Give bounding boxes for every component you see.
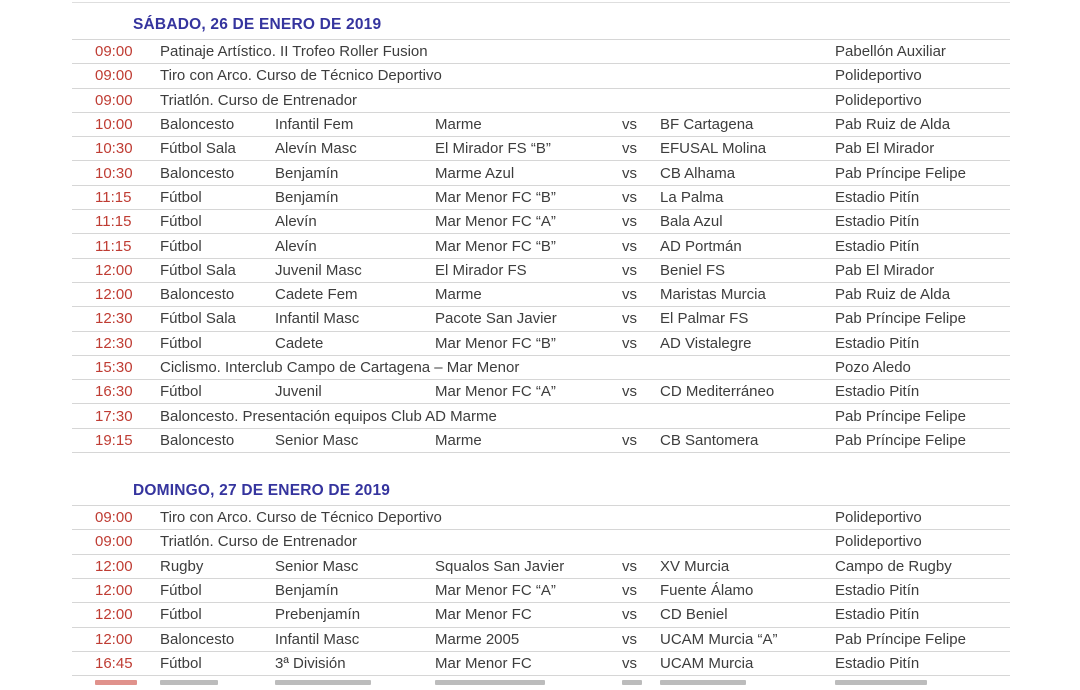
home-team-cell: El Mirador FS xyxy=(435,261,527,279)
time-cell: 12:00 xyxy=(95,286,133,304)
home-team-cell: Mar Menor FC xyxy=(435,654,532,672)
category-cell: Benjamín xyxy=(275,188,339,206)
category-cell: Prebenjamín xyxy=(275,606,361,624)
home-team-cell: Marme xyxy=(435,116,482,134)
time-cell: 17:30 xyxy=(95,407,133,425)
home-team-cell: Mar Menor FC “A” xyxy=(435,582,556,600)
vs-label: vs xyxy=(622,116,637,134)
home-team-cell: Pacote San Javier xyxy=(435,310,557,328)
venue-cell: Pab Ruiz de Alda xyxy=(835,286,951,304)
sport-cell: Fútbol xyxy=(160,582,202,600)
away-team-cell: Maristas Murcia xyxy=(660,286,766,304)
vs-label: vs xyxy=(622,383,637,401)
home-team-cell: Marme 2005 xyxy=(435,630,520,648)
home-team-cell: Marme xyxy=(435,286,482,304)
venue-cell: Polideportivo xyxy=(835,509,922,527)
vs-label: vs xyxy=(622,630,637,648)
event-description: Triatlón. Curso de Entrenador xyxy=(160,533,358,551)
category-cell: Alevín Masc xyxy=(275,140,357,158)
vs-label: vs xyxy=(622,164,637,182)
time-cell: 11:15 xyxy=(95,188,132,206)
time-cell: 10:00 xyxy=(95,116,133,134)
match-row xyxy=(72,161,1010,185)
time-cell: 12:30 xyxy=(95,334,133,352)
event-description: Patinaje Artístico. II Trofeo Roller Fusion xyxy=(160,43,428,61)
sport-cell: Fútbol Sala xyxy=(160,261,236,279)
venue-cell: Pab Príncipe Felipe xyxy=(835,310,966,328)
sport-cell: Fútbol Sala xyxy=(160,140,236,158)
away-team-cell: CB Alhama xyxy=(660,164,736,182)
sport-cell: Rugby xyxy=(160,557,204,575)
sport-cell: Fútbol xyxy=(160,237,202,255)
sport-cell: Fútbol xyxy=(160,188,202,206)
category-cell: Alevín xyxy=(275,237,317,255)
vs-label: vs xyxy=(622,140,637,158)
match-row xyxy=(72,307,1010,331)
vs-label: vs xyxy=(622,188,637,206)
away-team-cell: El Palmar FS xyxy=(660,310,749,328)
event-row xyxy=(72,40,1010,64)
home-team-cell: Mar Menor FC “B” xyxy=(435,188,556,206)
sport-cell: Baloncesto xyxy=(160,630,235,648)
time-cell: 19:15 xyxy=(95,431,133,449)
day-section xyxy=(72,3,1010,453)
time-cell: 11:15 xyxy=(95,213,132,231)
venue-cell: Estadio Pitín xyxy=(835,582,920,600)
cut-off-text xyxy=(275,680,371,685)
time-cell: 16:30 xyxy=(95,383,133,401)
match-row xyxy=(72,259,1010,283)
time-cell: 09:00 xyxy=(95,67,133,85)
time-cell: 12:00 xyxy=(95,606,133,624)
away-team-cell: La Palma xyxy=(660,188,724,206)
sport-cell: Fútbol xyxy=(160,606,202,624)
cut-off-text xyxy=(835,680,927,685)
sport-cell: Fútbol xyxy=(160,334,202,352)
home-team-cell: Squalos San Javier xyxy=(435,557,565,575)
home-team-cell: Mar Menor FC “A” xyxy=(435,383,556,401)
event-description: Tiro con Arco. Curso de Técnico Deportivo xyxy=(160,67,442,85)
category-cell: Juvenil xyxy=(275,383,322,401)
venue-cell: Pab Príncipe Felipe xyxy=(835,407,966,425)
vs-label: vs xyxy=(622,606,637,624)
category-cell: Juvenil Masc xyxy=(275,261,362,279)
venue-cell: Pab Príncipe Felipe xyxy=(835,630,966,648)
venue-cell: Pab Ruiz de Alda xyxy=(835,116,951,134)
cut-off-row xyxy=(72,676,1010,690)
sport-cell: Fútbol xyxy=(160,383,202,401)
cut-off-text xyxy=(160,680,218,685)
match-row xyxy=(72,628,1010,652)
away-team-cell: UCAM Murcia xyxy=(660,654,754,672)
time-cell: 16:45 xyxy=(95,654,133,672)
category-cell: Benjamín xyxy=(275,582,339,600)
event-description: Baloncesto. Presentación equipos Club AD Marme xyxy=(160,407,497,425)
vs-label: vs xyxy=(622,334,637,352)
away-team-cell: Bala Azul xyxy=(660,213,723,231)
vs-label: vs xyxy=(622,237,637,255)
category-cell: Senior Masc xyxy=(275,431,359,449)
day-section xyxy=(72,453,1010,676)
vs-label: vs xyxy=(622,557,637,575)
event-row xyxy=(72,89,1010,113)
event-row xyxy=(72,506,1010,530)
event-description: Ciclismo. Interclub Campo de Cartagena – Mar Menor xyxy=(160,359,520,376)
venue-cell: Polideportivo xyxy=(835,91,922,109)
schedule-sections xyxy=(72,3,1010,676)
time-cell: 10:30 xyxy=(95,140,133,158)
cut-off-text xyxy=(435,680,545,685)
match-row xyxy=(72,137,1010,161)
cut-off-text xyxy=(622,680,642,685)
match-row xyxy=(72,429,1010,453)
sport-cell: Fútbol Sala xyxy=(160,310,236,328)
match-row xyxy=(72,113,1010,137)
venue-cell: Pab El Mirador xyxy=(835,140,935,158)
home-team-cell: Mar Menor FC xyxy=(435,606,532,624)
away-team-cell: Beniel FS xyxy=(660,261,726,279)
venue-cell: Pab El Mirador xyxy=(835,261,935,279)
time-cell: 15:30 xyxy=(95,359,133,376)
vs-label: vs xyxy=(622,261,637,279)
away-team-cell: AD Vistalegre xyxy=(660,334,752,352)
category-cell: Alevín xyxy=(275,213,317,231)
category-cell: 3ª División xyxy=(275,654,346,672)
event-description: Tiro con Arco. Curso de Técnico Deportivo xyxy=(160,509,442,527)
vs-label: vs xyxy=(622,310,637,328)
time-cell: 12:00 xyxy=(95,261,133,279)
home-team-cell: Marme Azul xyxy=(435,164,515,182)
category-cell: Benjamín xyxy=(275,164,339,182)
match-row xyxy=(72,555,1010,579)
time-cell: 12:00 xyxy=(95,557,133,575)
venue-cell: Estadio Pitín xyxy=(835,334,920,352)
day-header: SÁBADO, 26 DE ENERO DE 2019 xyxy=(72,3,1010,40)
home-team-cell: El Mirador FS “B” xyxy=(435,140,551,158)
venue-cell: Pab Príncipe Felipe xyxy=(835,431,966,449)
away-team-cell: Fuente Álamo xyxy=(660,582,754,600)
time-cell: 12:30 xyxy=(95,310,133,328)
category-cell: Senior Masc xyxy=(275,557,359,575)
match-row xyxy=(72,332,1010,356)
venue-cell: Estadio Pitín xyxy=(835,606,920,624)
away-team-cell: UCAM Murcia “A” xyxy=(660,630,778,648)
match-row xyxy=(72,579,1010,603)
vs-label: vs xyxy=(622,431,637,449)
away-team-cell: XV Murcia xyxy=(660,557,730,575)
sport-cell: Baloncesto xyxy=(160,164,235,182)
vs-label: vs xyxy=(622,213,637,231)
venue-cell: Pozo Aledo xyxy=(835,359,911,376)
time-cell: 09:00 xyxy=(95,91,133,109)
category-cell: Infantil Fem xyxy=(275,116,354,134)
vs-label: vs xyxy=(622,286,637,304)
time-cell: 12:00 xyxy=(95,582,133,600)
time-cell: 09:00 xyxy=(95,533,133,551)
home-team-cell: Marme xyxy=(435,431,482,449)
away-team-cell: AD Portmán xyxy=(660,237,742,255)
match-row xyxy=(72,210,1010,234)
category-cell: Infantil Masc xyxy=(275,310,360,328)
time-cell: 11:15 xyxy=(95,237,132,255)
away-team-cell: EFUSAL Molina xyxy=(660,140,767,158)
event-row xyxy=(72,530,1010,554)
away-team-cell: BF Cartagena xyxy=(660,116,754,134)
event-row xyxy=(72,356,1010,380)
match-row xyxy=(72,652,1010,676)
time-cell: 12:00 xyxy=(95,630,133,648)
match-row xyxy=(72,234,1010,258)
venue-cell: Estadio Pitín xyxy=(835,237,920,255)
away-team-cell: CB Santomera xyxy=(660,431,759,449)
cut-off-time xyxy=(95,680,137,685)
sport-cell: Baloncesto xyxy=(160,431,235,449)
time-cell: 10:30 xyxy=(95,164,133,182)
match-row xyxy=(72,603,1010,627)
time-cell: 09:00 xyxy=(95,43,133,61)
category-cell: Cadete xyxy=(275,334,324,352)
category-cell: Cadete Fem xyxy=(275,286,358,304)
venue-cell: Estadio Pitín xyxy=(835,383,920,401)
event-row xyxy=(72,404,1010,428)
venue-cell: Campo de Rugby xyxy=(835,557,952,575)
venue-cell: Pab Príncipe Felipe xyxy=(835,164,966,182)
home-team-cell: Mar Menor FC “A” xyxy=(435,213,556,231)
match-row xyxy=(72,186,1010,210)
sport-cell: Baloncesto xyxy=(160,286,235,304)
category-cell: Infantil Masc xyxy=(275,630,360,648)
event-description: Triatlón. Curso de Entrenador xyxy=(160,91,358,109)
vs-label: vs xyxy=(622,582,637,600)
sport-cell: Fútbol xyxy=(160,654,202,672)
cut-off-text xyxy=(660,680,746,685)
home-team-cell: Mar Menor FC “B” xyxy=(435,237,556,255)
venue-cell: Estadio Pitín xyxy=(835,213,920,231)
sport-cell: Fútbol xyxy=(160,213,202,231)
match-row xyxy=(72,380,1010,404)
venue-cell: Estadio Pitín xyxy=(835,188,920,206)
schedule-sheet xyxy=(72,0,1010,690)
away-team-cell: CD Mediterráneo xyxy=(660,383,775,401)
sport-cell: Baloncesto xyxy=(160,116,235,134)
vs-label: vs xyxy=(622,654,637,672)
venue-cell: Estadio Pitín xyxy=(835,654,920,672)
match-row xyxy=(72,283,1010,307)
event-row xyxy=(72,64,1010,88)
home-team-cell: Mar Menor FC “B” xyxy=(435,334,556,352)
venue-cell: Polideportivo xyxy=(835,67,922,85)
venue-cell: Polideportivo xyxy=(835,533,922,551)
venue-cell: Pabellón Auxiliar xyxy=(835,43,946,61)
away-team-cell: CD Beniel xyxy=(660,606,728,624)
day-header: DOMINGO, 27 DE ENERO DE 2019 xyxy=(72,453,1010,506)
time-cell: 09:00 xyxy=(95,509,133,527)
